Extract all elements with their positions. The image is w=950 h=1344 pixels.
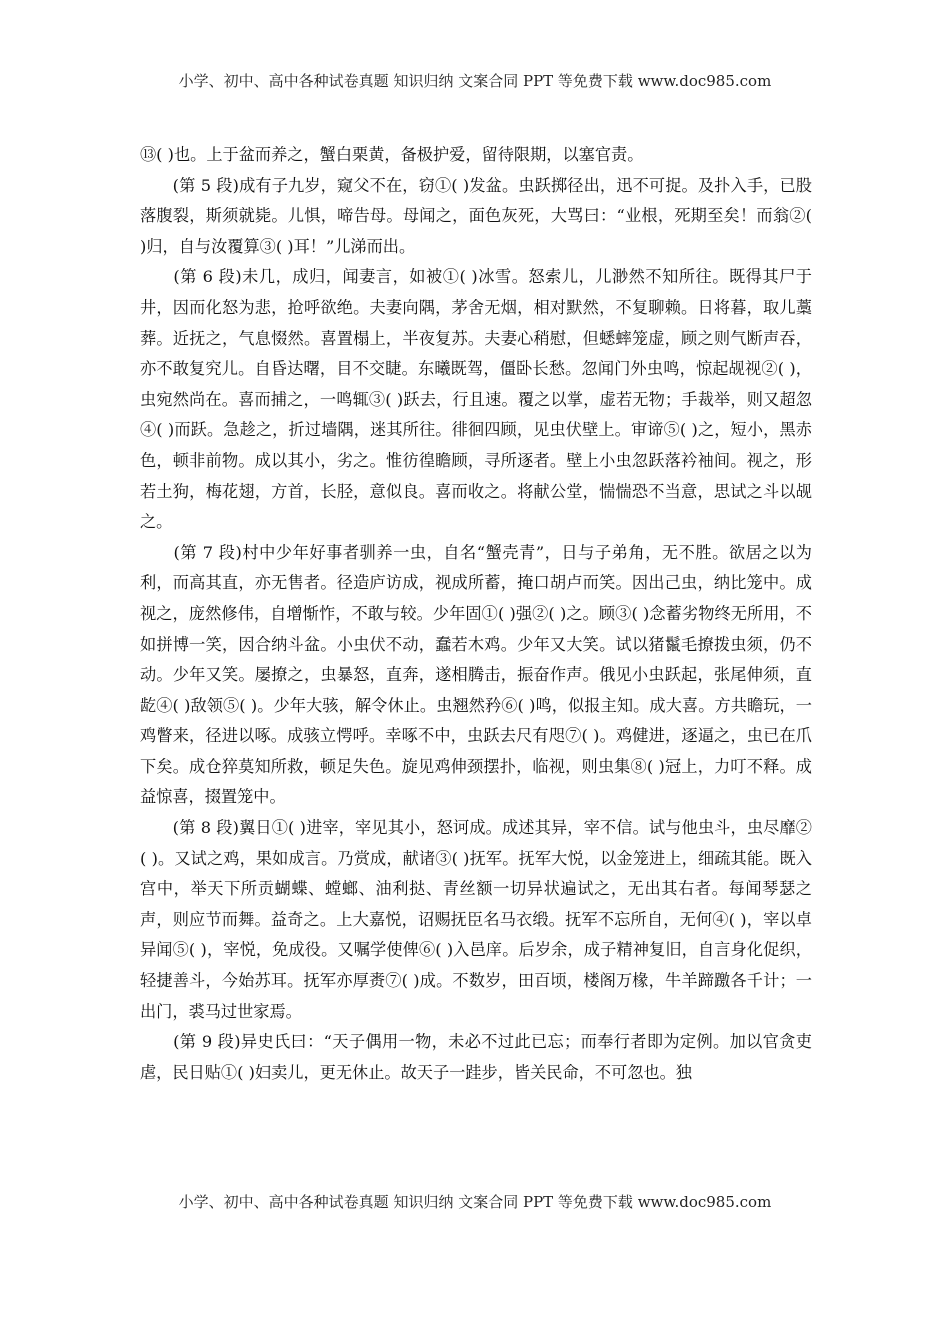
paragraph-6: (第 9 段)异史氏曰：“天子偶用一物，未必不过此已忘；而奉行者即为定例。加以官贪吏虐，民日贴①( )妇卖儿，更无休止。故天子一跬步，皆关民命，不可忽也。独 (140, 1032, 812, 1082)
paragraph-3: (第 6 段)未几，成归，闻妻言，如被①( )冰雪。怒索儿，儿渺然不知所往。既得其尸于井，因而化怒为悲，抢呼欲绝。夫妻向隅，茅舍无烟，相对默然，不复聊赖。日将暮，取儿藁葬。近抚之，气息惙然。喜置榻上，半夜复苏。夫妻心稍慰，但蟋蟀笼虚，顾之则气断声吞，亦不敢复究儿。自昏达曙，目不交睫。东曦既驾，僵卧长愁。忽闻门外虫鸣，惊起觇视②( )，虫宛然尚在。喜而捕之，一鸣辄③( )跃去，行且速。覆之以掌，虚若无物；手裁举，则又超忽④( )而跃。急趁之，折过墙隅，迷其所往。徘徊四顾，见虫伏壁上。审谛⑤( )之，短小，黑赤色，顿非前物。成以其小，劣之。惟彷徨瞻顾，寻所逐者。壁上小虫忽跃落衿袖间。视之，形若土狗，梅花翅，方首，长胫，意似良。喜而收之。将献公堂，惴惴恐不当意，思试之斗以觇之。 (140, 267, 812, 532)
paragraph-2: (第 5 段)成有子九岁，窥父不在，窃①( )发盆。虫跃掷径出，迅不可捉。及扑入手，已股落腹裂，斯须就毙。儿惧，啼告母。母闻之，面色灰死，大骂曰：“业根，死期至矣！而翁②( )归，自与汝覆算③( )耳！”儿涕而出。 (140, 175, 812, 256)
page-footer: 小学、初中、高中各种试卷真题 知识归纳 文案合同 PPT 等免费下载 www.doc985.com (178, 1193, 772, 1211)
paragraph-4: (第 7 段)村中少年好事者驯养一虫，自名“蟹壳青”，日与子弟角，无不胜。欲居之以为利，而高其直，亦无售者。径造庐访成，视成所蓄，掩口胡卢而笑。因出己虫，纳比笼中。成视之，庞然修伟，自增惭怍，不敢与较。少年固①( )强②( )之。顾③( )念蓄劣物终无所用，不如拼博一笑，因合纳斗盆。小虫伏不动，蠢若木鸡。少年又大笑。试以猪鬣毛撩拨虫须，仍不动。少年又笑。屡撩之，虫暴怒，直奔，遂相腾击，振奋作声。俄见小虫跃起，张尾伸须，直龁④( )敌领⑤( )。少年大骇，解令休止。虫翘然矜⑥( )鸣，似报主知。成大喜。方共瞻玩，一鸡瞥来，径进以啄。成骇立愕呼。幸啄不中，虫跃去尺有咫⑦( )。鸡健进，逐逼之，虫已在爪下矣。成仓猝莫知所救，顿足失色。旋见鸡伸颈摆扑，临视，则虫集⑧( )冠上，力叮不释。成益惊喜，掇置笼中。 (140, 542, 812, 807)
paragraph-1: ⑬( )也。上于盆而养之，蟹白栗黄，备极护爱，留待限期，以塞官责。 (140, 145, 644, 164)
paragraph-5: (第 8 段)翼日①( )进宰，宰见其小，怒诃成。成述其异，宰不信。试与他虫斗，虫尽靡②( )。又试之鸡，果如成言。乃赏成，献诸③( )抚军。抚军大悦，以金笼进上，细疏其能。既入宫中，举天下所贡蝴蝶、螳螂、油利挞、青丝额一切异状遍试之，无出其右者。每闻琴瑟之声，则应节而舞。益奇之。上大嘉悦，诏赐抚臣名马衣缎。抚军不忘所自，无何④( )，宰以卓异闻⑤( )，宰悦，免成役。又嘱学使俾⑥( )入邑庠。后岁余，成子精神复旧，自言身化促织，轻捷善斗，今始苏耳。抚军亦厚赉⑦( )成。不数岁，田百顷，楼阁万椽，牛羊蹄躈各千计；一出门，裘马过世家焉。 (140, 818, 812, 1021)
document-body (140, 140, 812, 1088)
page-header: 小学、初中、高中各种试卷真题 知识归纳 文案合同 PPT 等免费下载 www.doc985.com (178, 72, 772, 90)
